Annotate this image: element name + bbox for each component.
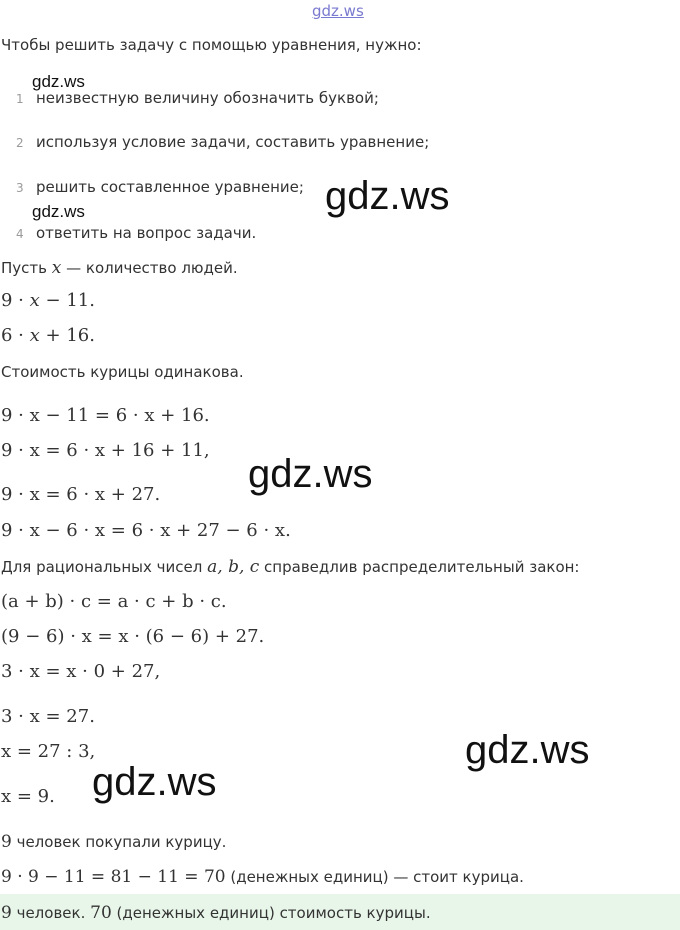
expression-1: 9 · x − 11. — [1, 290, 95, 311]
step-number: 4 — [16, 227, 24, 241]
expr2-x: x — [29, 325, 40, 346]
watermark: gdz.ws — [32, 72, 85, 91]
let-prefix: Пусть — [1, 259, 52, 277]
price-math: 9 · 9 − 11 = 81 − 11 = 70 — [1, 867, 226, 887]
equation-9: x = 27 : 3, — [1, 741, 96, 762]
equation-5: (a + b) · c = a · c + b · c. — [1, 591, 227, 612]
law-suffix: справедлив распределительный закон: — [259, 558, 580, 576]
let-variable: x — [51, 258, 62, 278]
answer-text — [1, 903, 431, 923]
expr1-b: 11. — [66, 290, 95, 311]
step-text: ответить на вопрос задачи. — [36, 224, 257, 242]
answer-people: 9 — [1, 903, 12, 923]
equation-8: 3 · x = 27. — [1, 706, 95, 727]
people-text: человек покупали курицу. — [11, 833, 227, 851]
price-text: (денежных единиц) — стоит курица. — [225, 868, 524, 886]
equation-2: 9 · x = 6 · x + 16 + 11, — [1, 440, 210, 461]
let-statement — [1, 258, 238, 278]
equation-6: (9 − 6) · x = x · (6 − 6) + 27. — [1, 626, 265, 647]
answer-price: 70 — [90, 903, 112, 923]
watermark-top: gdz.ws — [312, 2, 364, 20]
watermark: gdz.ws — [465, 728, 590, 772]
expr1-a: 9 — [1, 290, 13, 311]
expr1-x: x — [29, 290, 40, 311]
expr2-a: 6 — [1, 325, 13, 346]
law-prefix: Для рациональных чисел — [1, 558, 208, 576]
equation-3: 9 · x = 6 · x + 27. — [1, 484, 161, 505]
watermark: gdz.ws — [248, 452, 373, 496]
intro-text: Чтобы решить задачу с помощью уравнения, нужно: — [1, 36, 422, 54]
step-text: используя условие задачи, составить уравнение; — [36, 133, 430, 151]
equation-10: x = 9. — [1, 786, 55, 807]
step-number: 2 — [16, 136, 24, 150]
watermark: gdz.ws — [32, 202, 85, 221]
equation-4: 9 · x − 6 · x = 6 · x + 27 − 6 · x. — [1, 520, 291, 541]
step-number: 3 — [16, 181, 24, 195]
people-number: 9 — [1, 832, 12, 852]
watermark: gdz.ws — [92, 760, 217, 804]
expression-2: 6 · x + 16. — [1, 325, 95, 346]
law-variables: a, b, c — [207, 557, 260, 577]
expr2-b: 16. — [66, 325, 95, 346]
people-statement — [1, 832, 226, 852]
let-suffix: — количество людей. — [61, 259, 238, 277]
equation-7: 3 · x = x · 0 + 27, — [1, 661, 161, 682]
answer-part-2: (денежных единиц) стоимость курицы. — [111, 904, 431, 922]
equal-cost-text: Стоимость курицы одинакова. — [1, 363, 244, 381]
step-text: неизвестную величину обозначить буквой; — [36, 89, 379, 107]
price-statement — [1, 867, 524, 887]
step-text: решить составленное уравнение; — [36, 178, 304, 196]
law-statement — [1, 557, 579, 577]
answer-part-1: человек. — [11, 904, 91, 922]
watermark: gdz.ws — [325, 174, 450, 218]
equation-1: 9 · x − 11 = 6 · x + 16. — [1, 405, 210, 426]
step-number: 1 — [16, 92, 24, 106]
